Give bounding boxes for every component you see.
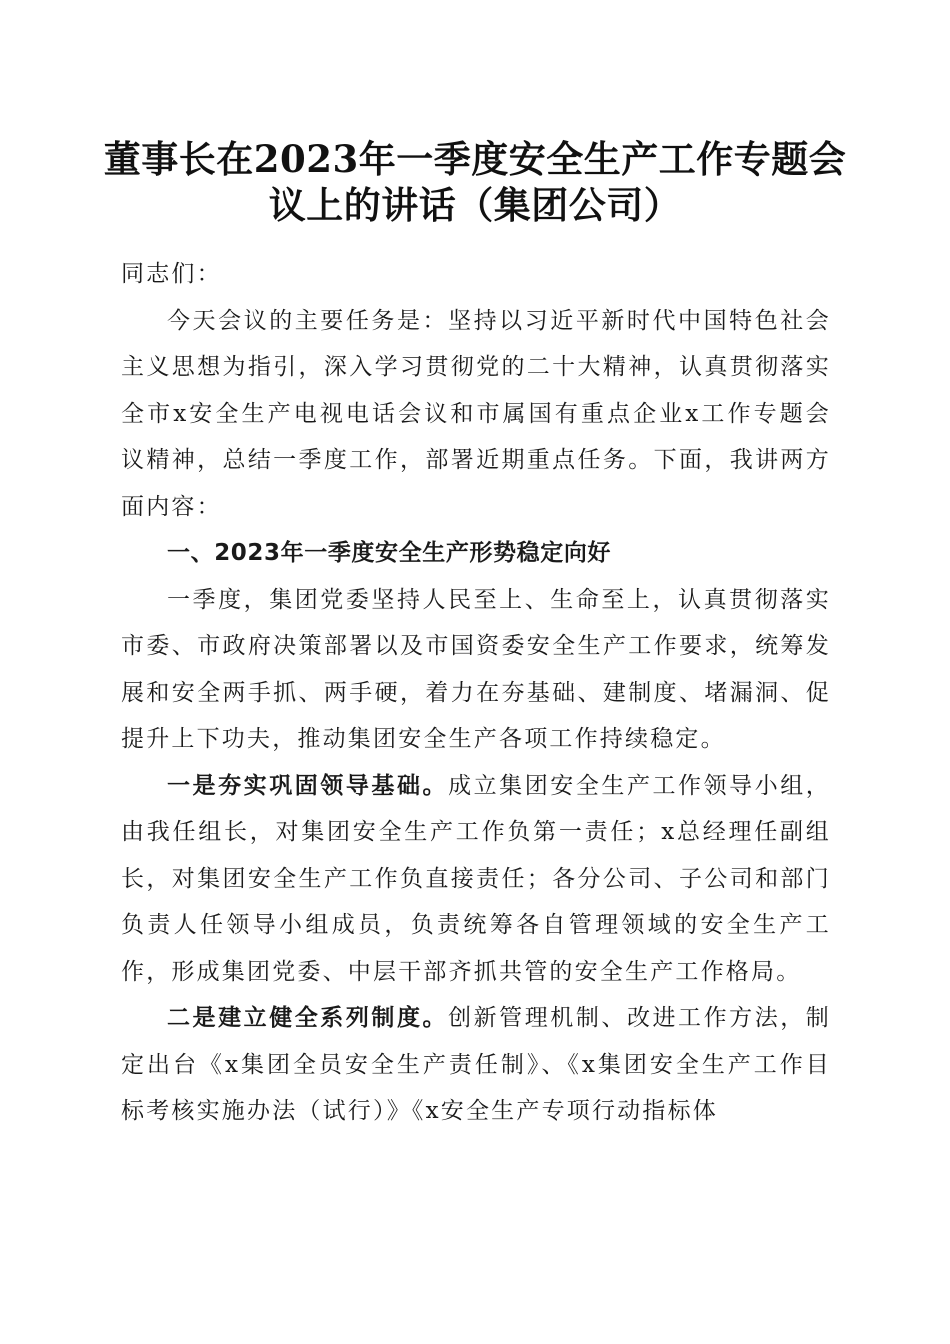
intro-paragraph: 今天会议的主要任务是：坚持以习近平新时代中国特色社会主义思想为指引，深入学习贯彻党的二十大精神，认真贯彻落实全市x安全生产电视电话会议和市属国有重点企业x工作专题会议精神，总结一季度工作，部署近期重点任务。下面，我讲两方面内容： (121, 307, 831, 520)
salutation: 同志们： (121, 261, 222, 287)
document-title-line-1: 董事长在2023年一季度安全生产工作专题会 (103, 137, 847, 181)
document-title-line-2: 议上的讲话（集团公司） (268, 183, 682, 227)
point-1-paragraph (121, 763, 831, 996)
section-1-heading: 一、2023年一季度安全生产形势稳定向好 (167, 540, 612, 566)
section-1-summary-paragraph: 一季度，集团党委坚持人民至上、生命至上，认真贯彻落实市委、市政府决策部署以及市国资委安全生产工作要求，统筹发展和安全两手抓、两手硬，着力在夯基础、建制度、堵漏洞、促提升上下功夫，推动集团安全生产各项工作持续稳定。 (121, 586, 831, 752)
point-1-text: 成立集团安全生产工作领导小组，由我任组长，对集团安全生产工作负第一责任；x总经理任副组长，对集团安全生产工作负直接责任；各分公司、子公司和部门负责人任领导小组成员，负责统筹各自管理领域的安全生产工作，形成集团党委、中层干部齐抓共管的安全生产工作格局。 (121, 772, 832, 985)
point-2-lead: 二是建立健全系列制度。 (167, 1004, 449, 1031)
document-body (121, 251, 831, 1135)
point-1-lead: 一是夯实巩固领导基础。 (167, 771, 449, 799)
point-2-paragraph (121, 995, 831, 1135)
point-2-text: 创新管理机制、改进工作方法，制定出台《x集团全员安全生产责任制》、《x集团安全生产工作目标考核实施办法（试行）》《x安全生产专项行动指标体 (121, 1005, 832, 1124)
